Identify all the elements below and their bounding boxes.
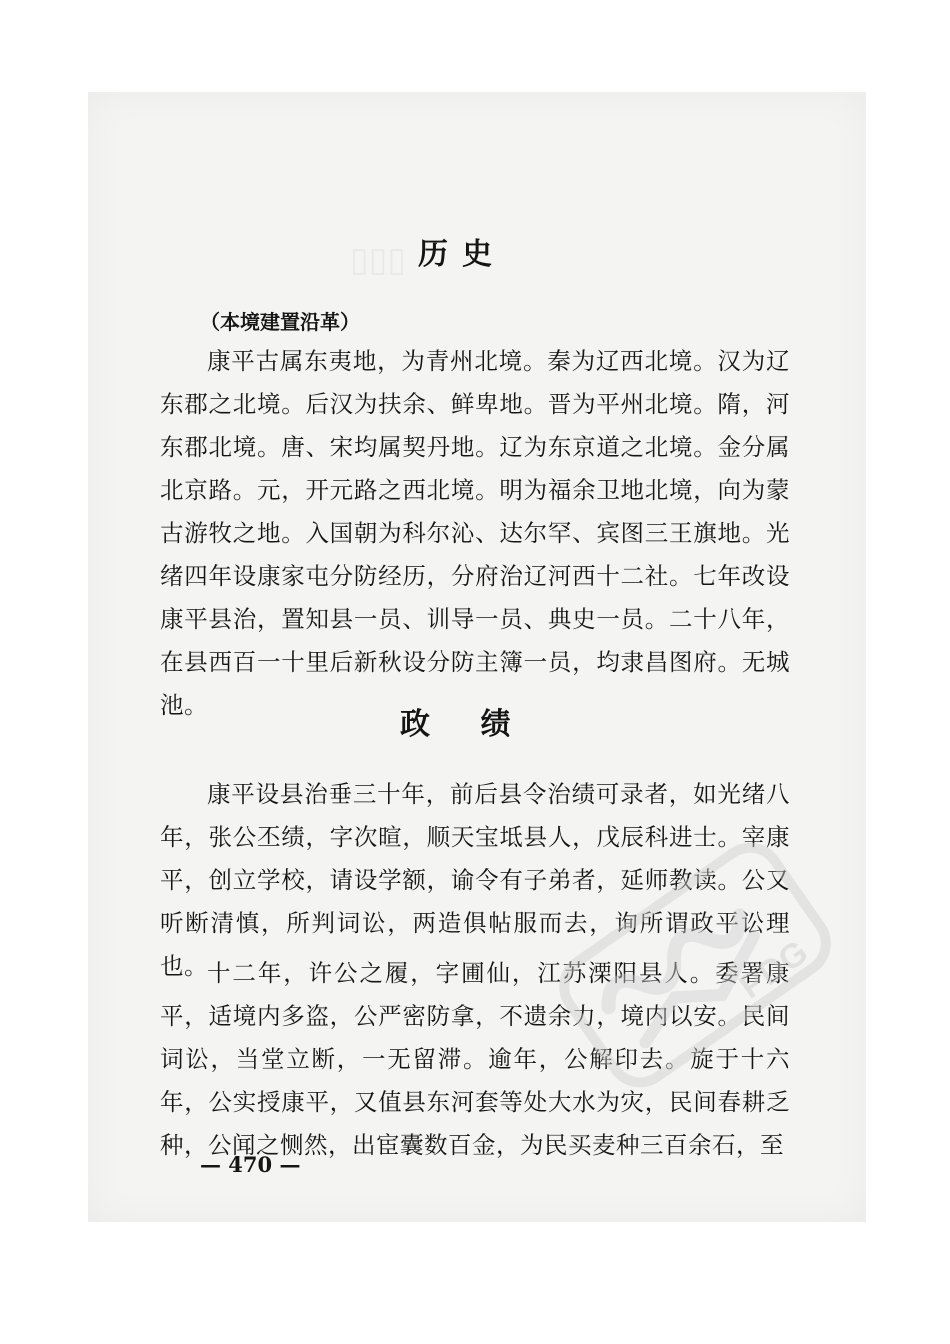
watermark-text: PDG <box>732 932 815 1007</box>
page-number: — 470 — <box>200 1152 301 1177</box>
history-heading: 历史 <box>418 237 506 272</box>
history-subtitle: （本境建置沿革） <box>200 310 360 334</box>
politics-paragraph-2: 十二年，许公之履，字圃仙，江苏溧阳县人。委署康平，适境内多盗，公严密防拿，不遗余力，境内以安。民间词讼，当堂立断，一无留滞。逾年，公解印去。旋于十六年，公实授康平，又值县东河套等处大水为灾，民间春耕乏种，公闻之恻然，出宦囊数百金，为民买麦种三百余石，至 <box>160 959 790 1159</box>
politics-heading: 政 绩 <box>400 707 511 742</box>
politics-paragraph-1: 康平设县治垂三十年，前后县令治绩可录者，如光绪八年，张公丕绩，字次暄，顺天宝坻县人，戊辰科进士。宰康平，创立学校，请设学额，谕令有子弟者，延师教读。公又听断清慎，所判词讼，两造俱帖服而去，询所谓政平讼理也。 <box>160 780 790 980</box>
history-paragraph: 康平古属东夷地，为青州北境。秦为辽西北境。汉为辽东郡之北境。后汉为扶余、鲜卑地。晋为平州北境。隋，河东郡北境。唐、宋均属契丹地。辽为东京道之北境。金分属北京路。元，开元路之西北境。明为福余卫地北境，向为蒙古游牧之地。入国朝为科尔沁、达尔罕、宾图三王旗地。光绪四年设康家屯分防经历，分府治辽河西十二社。七年改设康平县治，置知县一员、训导一员、典史一员。二十八年，在县西百一十里后新秋设分防主簿一员，均隶昌图府。无城池。 <box>160 347 790 719</box>
